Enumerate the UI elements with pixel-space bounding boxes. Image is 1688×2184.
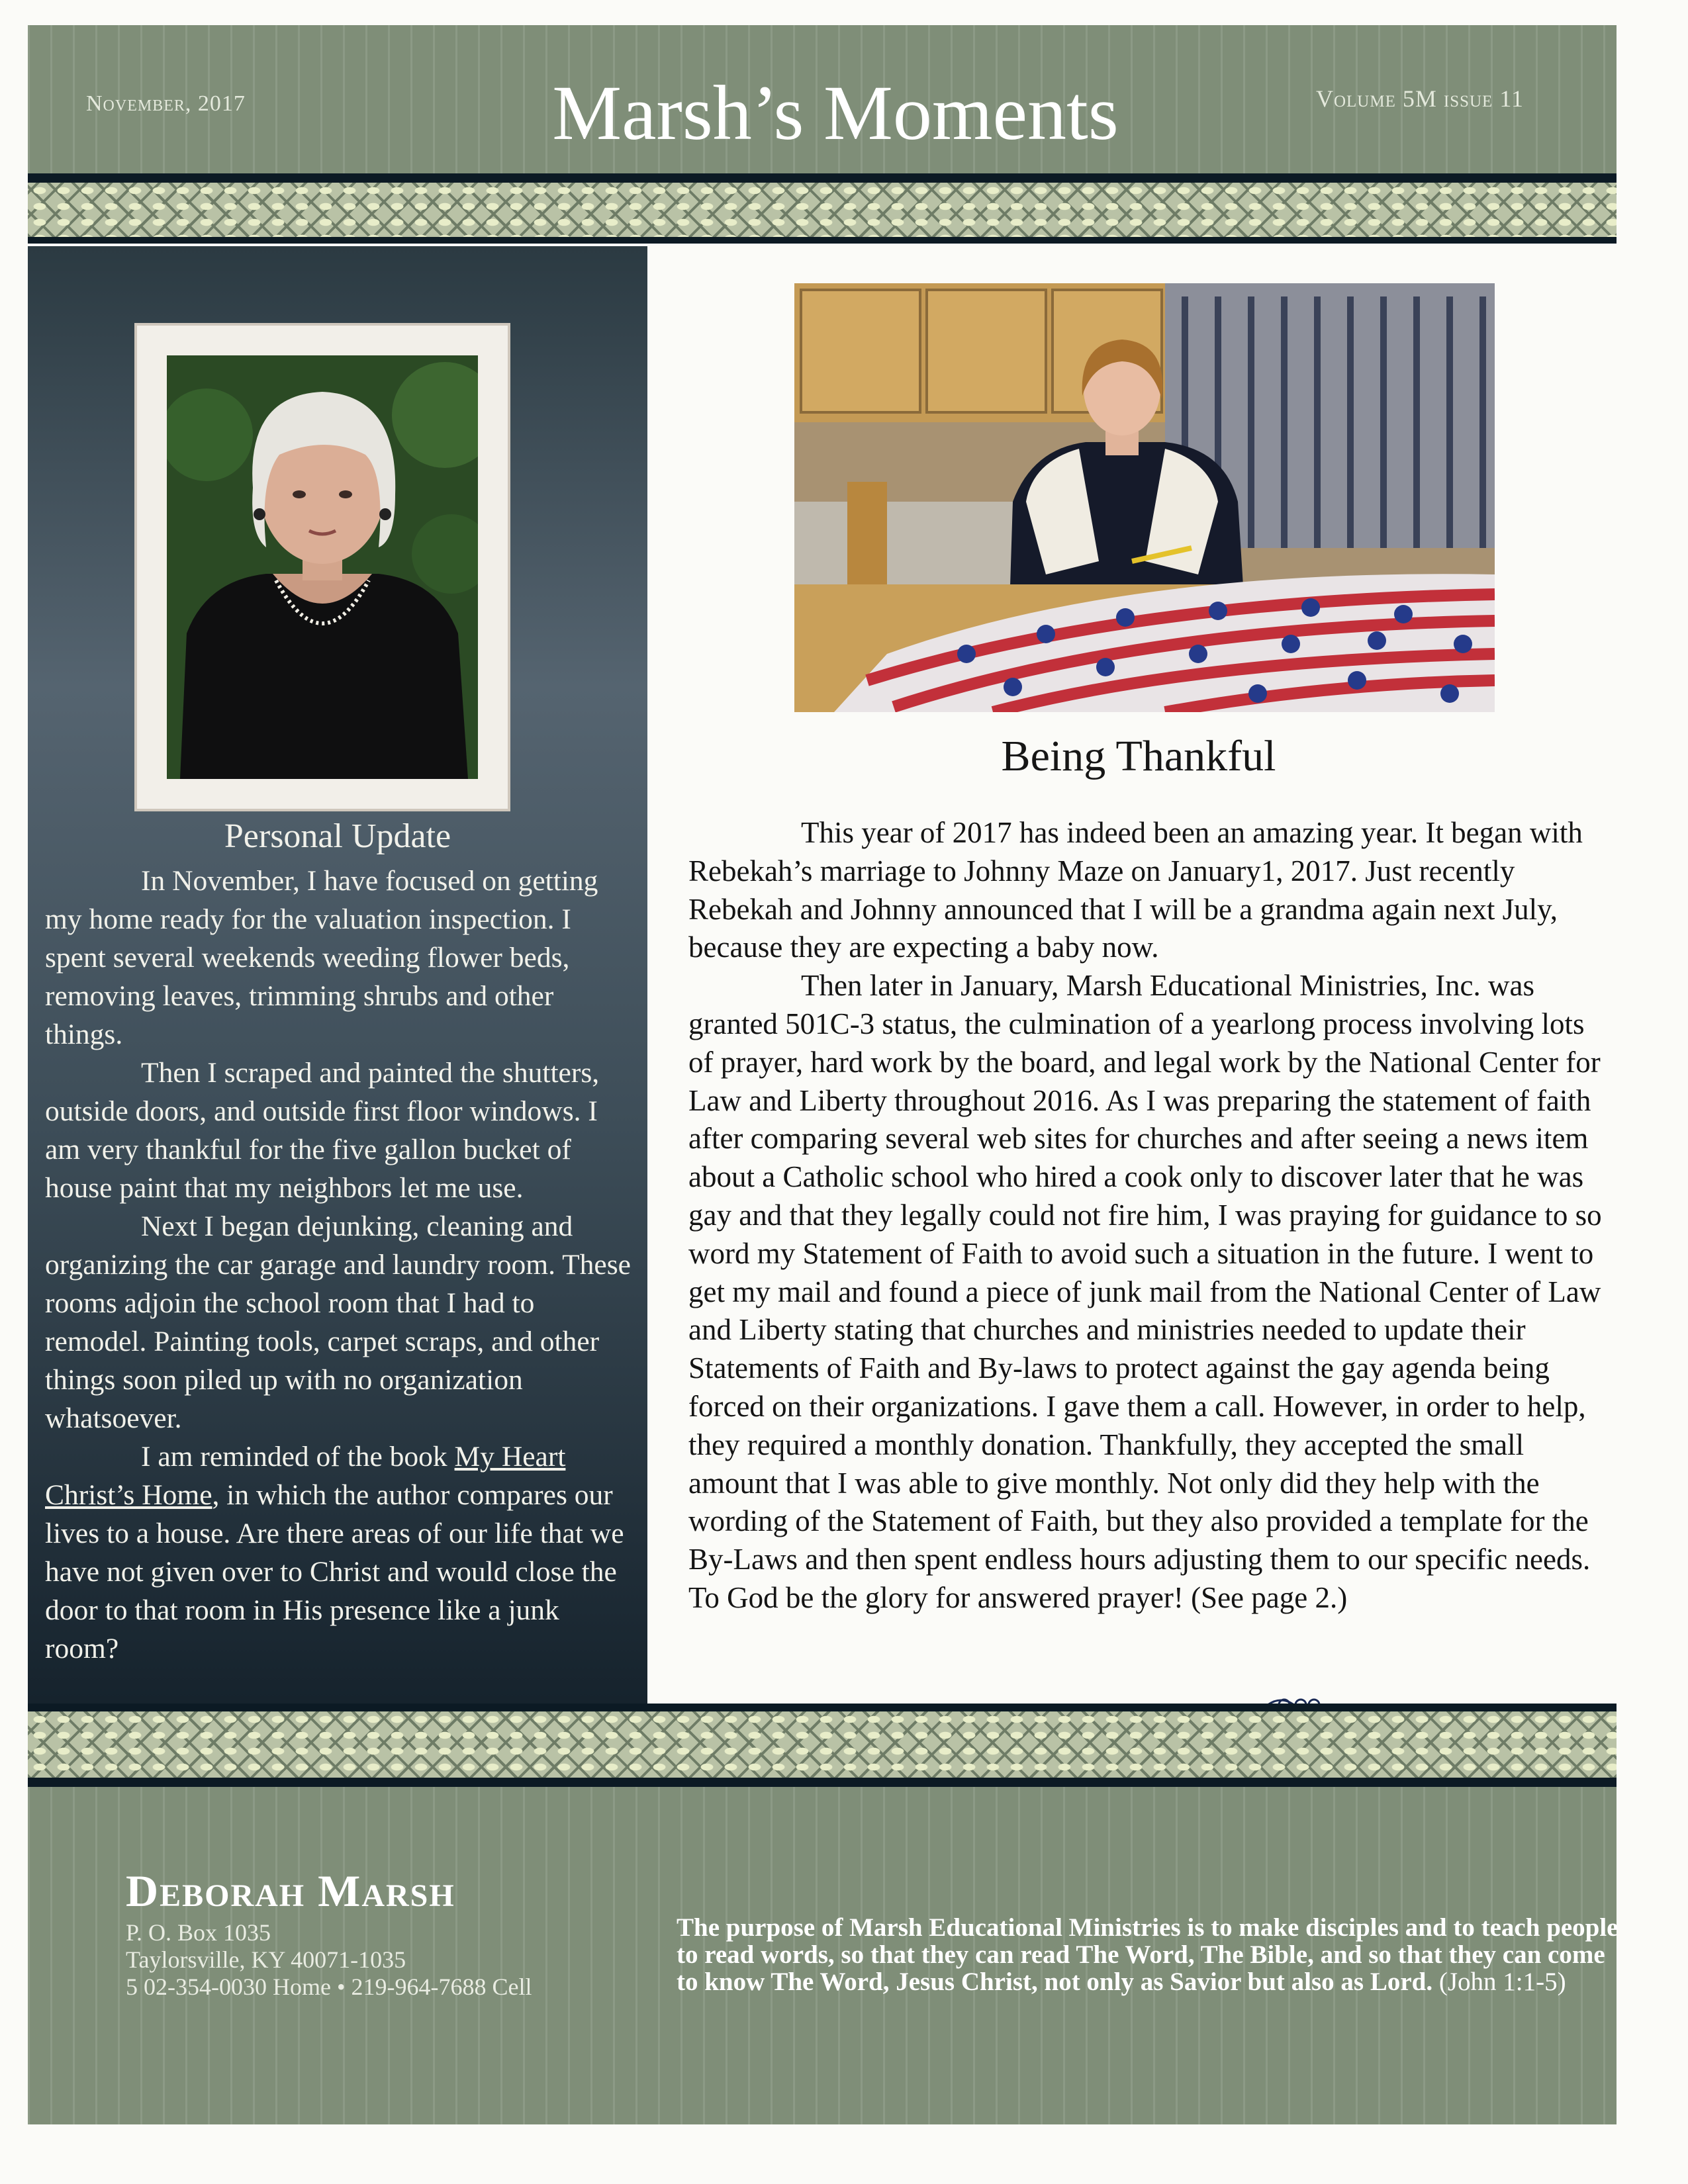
paragraph-text: , in which the author compares our lives to a house. Are there areas of our life that we have not given over to Christ and would close the door to that room in His presence like a junk room? (45, 1479, 624, 1664)
header-rule-lower (28, 237, 1617, 244)
footer (28, 1787, 1617, 2124)
personal-update-title: Personal Update (224, 817, 451, 855)
being-thankful-title: Being Thankful (1001, 732, 1276, 780)
address-line: Taylorsville, KY 40071-1035 (126, 1946, 406, 1973)
portrait-frame (137, 326, 508, 809)
masthead (28, 25, 1617, 179)
address-line: P. O. Box 1035 (126, 1919, 271, 1946)
being-thankful-body (688, 814, 1615, 1617)
contact-address (126, 1919, 532, 2001)
personal-update-body (45, 862, 634, 1668)
personal-update-paragraph: In November, I have focused on getting my home ready for the valuation inspection. I spent several weekends weeding flower beds, removing leaves, trimming shrubs and other things. (45, 865, 598, 1050)
personal-update-paragraph (45, 1437, 634, 1668)
newsletter-title (28, 66, 1617, 160)
personal-update-paragraph: Then I scraped and painted the shutters, outside doors, and outside first floor windows. I am very thankful for the five gallon bucket of house paint that my neighbors let me use. (45, 1057, 600, 1204)
footer-decorative-band (28, 1711, 1617, 1778)
personal-update-paragraph: Next I began dejunking, cleaning and organizing the car garage and laundry room. These rooms adjoin the school room that I had to remodel. Painting tools, carpet scraps, and other things soon piled up with no organization whatsoever. (45, 1210, 631, 1434)
being-thankful-paragraph: Then later in January, Marsh Educational Ministries, Inc. was granted 501C-3 status, the culmination of a yearlong process involving lots of prayer, hard work by the board, and legal work by the National Center for Law and Liberty throughout 2016. As I was preparing the statement of faith after comparing several web sites for churches and after seeing a news item about a Catholic school who hired a cook only to discover later that he was gay and that they legally could not fire him, I was praying for guidance to so word my Statement of Faith to avoid such a situation in the future. I went to get my mail and found a piece of junk mail from the National Center of Law and Liberty stating that churches and ministries needed to update their Statements of Faith and By-laws to protect against the gay agenda being forced on their organizations. I gave them a call. However, in order to help, they required a monthly donation. Thankfully, they accepted the small amount that I was able to give monthly. Not only did they help with the wording of the Statement of Faith, but they also provided a template for the By-Laws and then spent endless hours adjusting them to our specific needs. To God be the glory for answered prayer! (See page 2.) (688, 969, 1602, 1614)
woman-cutting-flag-fabric-photo (794, 283, 1495, 712)
left-column (28, 246, 647, 1714)
footer-rule-upper (28, 1704, 1617, 1711)
book-title: My Heart Christ’s Home (45, 1441, 566, 1511)
header-decorative-band (28, 183, 1617, 237)
mission-citation: (John 1:1-5) (1438, 1968, 1566, 1996)
mission-statement (677, 1914, 1623, 1995)
author-portrait-photo (167, 355, 478, 779)
issue-date: November, 2017 (86, 91, 246, 116)
author-name: Deborah Marsh (126, 1866, 455, 1916)
being-thankful-paragraph: This year of 2017 has indeed been an amazing year. It began with Rebekah’s marriage to Johnny Maze on January1, 2017. Just recently Rebekah and Johnny announced that I will be a grandma again next July, because they are expecting a baby now. (688, 816, 1583, 964)
paragraph-text: I am reminded of the book (141, 1441, 455, 1473)
header-rule (28, 173, 1617, 183)
newsletter-title-text: Marsh’s Moments (552, 69, 1119, 156)
mission-text: The purpose of Marsh Educational Ministries is to make disciples and to teach people to read words, so that they can read The Word, The Bible, and so that they can come to know The Word, Jesus Christ, not only as Savior but also as Lord. (677, 1913, 1618, 1996)
phone-numbers: 5 02-354-0030 Home • 219-964-7688 Cell (126, 1974, 532, 2000)
issue-volume: Volume 5M issue 11 (1315, 85, 1524, 112)
footer-rule (28, 1778, 1617, 1787)
